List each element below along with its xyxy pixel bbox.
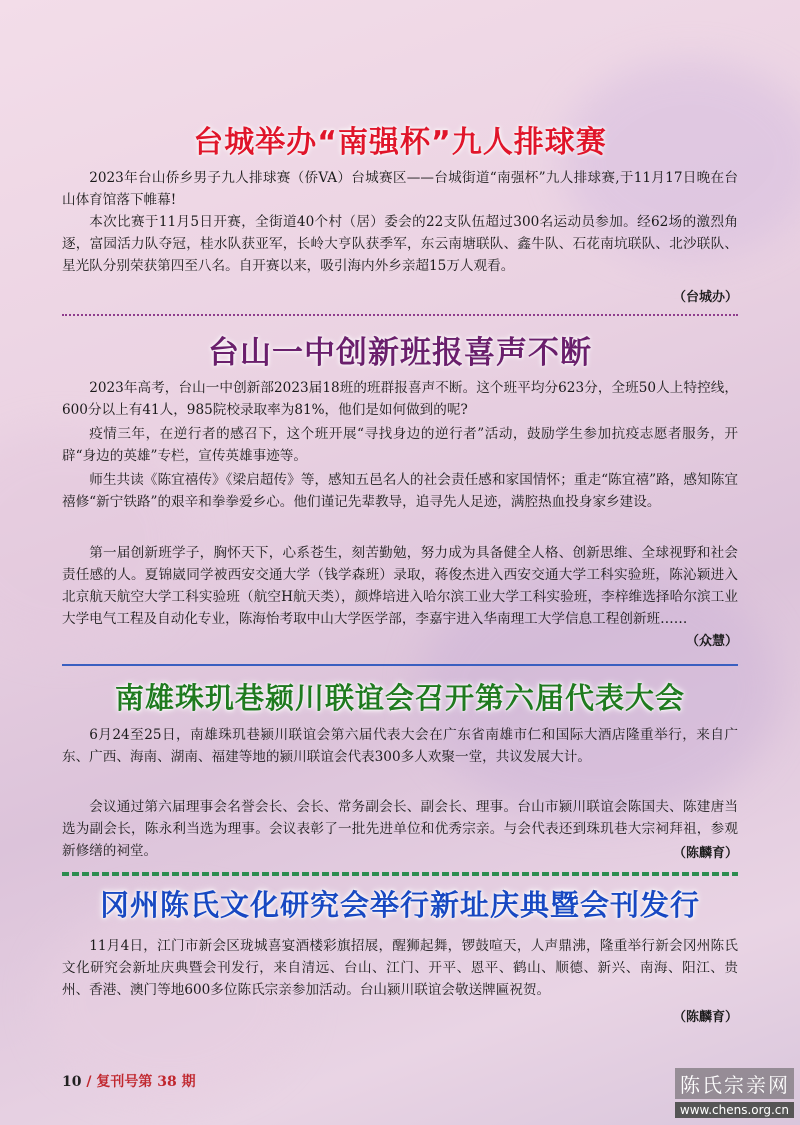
watermark-url: www.chens.org.cn <box>675 1102 794 1118</box>
page-number: 10 <box>62 1074 82 1090</box>
article-paragraph: 会议通过第六届理事会名誉会长、会长、常务副会长、副会长、理事。台山市颍川联谊会陈国夫、陈建唐当选为副会长，陈永利当选为理事。会议表彰了一批先进单位和优秀宗亲。与会代表还到珠玑巷大宗祠拜祖，参观新修缮的祠堂。 <box>62 799 738 859</box>
article-paragraph: 11月4日，江门市新会区珑城喜宴酒楼彩旗招展，醒狮起舞，锣鼓喧天，人声鼎沸，隆重举行新会冈州陈氏文化研究会新址庆典暨会刊发行，来自清远、台山、江门、开平、恩平、鹤山、顺德、新兴、南海、阳江、贵州、香港、澳门等地600多位陈氏宗亲参加活动。台山颍川联谊会敬送牌匾祝贺。 <box>62 938 738 998</box>
article-paragraph: 第一届创新班学子，胸怀天下，心系苍生，刻苦勤勉，努力成为具备健全人格、创新思维、全球视野和社会责任感的人。夏锦崴同学被西安交通大学（钱学森班）录取，蒋俊杰进入西安交通大学工科实验班，陈沁颖进入北京航天航空大学工科实验班（航空H航天类），颜烨培进入哈尔滨工业大学工科实验班，李梓维选择哈尔滨工业大学电气工程及自动化专业，陈海怡考取中山大学医学部，李嘉宇进入华南理工大学信息工程创新班…… <box>62 545 738 627</box>
article-paragraph: 疫情三年，在逆行者的感召下，这个班开展“寻找身边的逆行者”活动，鼓励学生参加抗疫志愿者服务，开辟“身边的英雄”专栏，宣传英雄事迹等。 <box>62 426 738 464</box>
page-footer <box>62 1071 196 1091</box>
watermark-name: 陈氏宗亲网 <box>675 1068 794 1099</box>
article-title: 台山一中创新班报喜声不断 <box>208 335 592 371</box>
article-paragraph: 2023年高考，台山一中创新部2023届18班的班群报喜声不断。这个班平均分623分，全班50人上特控线，600分以上有41人，985院校录取率为81%，他们是如何做到的呢? <box>62 380 738 418</box>
watermark <box>675 1068 794 1118</box>
section-divider <box>62 664 738 666</box>
article-title: 南雄珠玑巷颍川联谊会召开第六届代表大会 <box>114 681 685 715</box>
issue-label: / 复刊号第 38 期 <box>86 1074 196 1090</box>
article-title: 冈州陈氏文化研究会举行新址庆典暨会刊发行 <box>99 888 700 922</box>
section-divider <box>62 872 738 876</box>
article-paragraph: 6月24至25日，南雄珠玑巷颍川联谊会第六届代表大会在广东省南雄市仁和国际大酒店隆重举行，来自广东、广西、海南、湖南、福建等地的颍川联谊会代表300多人欢聚一堂，共议发展大计。 <box>62 727 738 765</box>
article-source: （陈麟育） <box>672 1010 738 1025</box>
article-paragraph: 师生共读《陈宜禧传》《梁启超传》等，感知五邑名人的社会责任感和家国情怀；重走“陈宜禧”路，感知陈宜禧修“新宁铁路”的艰辛和拳拳爱乡心。他们谨记先辈教导，追寻先人足迹，满腔热血投身家乡建设。 <box>62 472 738 510</box>
article-title: 台城举办“南强杯”九人排球赛 <box>193 125 607 160</box>
article-source: （陈麟育） <box>672 846 738 861</box>
article-paragraph: 2023年台山侨乡男子九人排球赛（侨VA）台城赛区——台城街道“南强杯”九人排球赛,于11月17日晚在台山体育馆落下帷幕! <box>62 170 738 208</box>
section-divider <box>62 314 738 318</box>
article-source: （台城办） <box>672 290 738 305</box>
article-paragraph: 本次比赛于11月5日开赛，全街道40个村（居）委会的22支队伍超过300名运动员参加。经62场的激烈角逐，富园活力队夺冠，桂水队获亚军，长岭大亨队获季军，东云南塘联队、鑫牛队、石花南坑联队、北沙联队、星光队分别荣获第四至八名。自开赛以来，吸引海内外乡亲超15万人观看。 <box>62 214 738 274</box>
article-source: （众慧） <box>685 634 738 649</box>
